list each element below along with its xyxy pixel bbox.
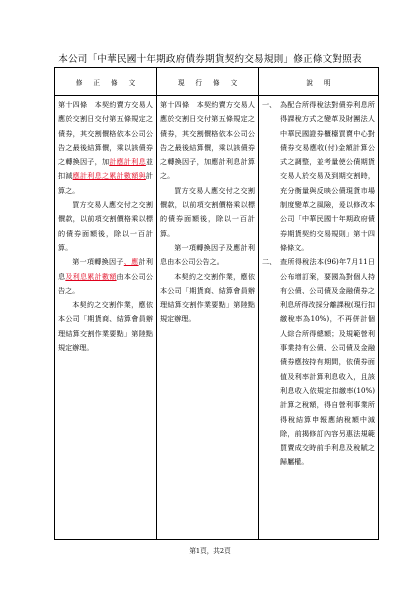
- revised-paragraph-4: 本契約之交割作業，應依本公司「期貨商、結算會員辦理結算交割作業要點」第陸點規定辦理。: [58, 300, 153, 353]
- revised-insertion: 、應: [123, 257, 139, 267]
- revised-insertion: 計應計利息: [109, 157, 146, 167]
- current-paragraph-1: 第十四條 本契約賣方交易人應於交割日交付第五條規定之債券，其交割價格依本公司公告之最後結算價，乘以該債券之轉換因子，加應計利息計算之。: [160, 100, 255, 181]
- current-paragraph-4: 本契約之交割作業，應依本公司「期貨商、結算會員辦理結算交割作業要點」第陸點規定辦理。: [160, 271, 255, 324]
- page-title: 本公司「中華民國十年期政府債券期貨契約交易規則」修正條文對照表: [58, 54, 362, 65]
- explanation-cell: [259, 96, 379, 540]
- revised-paragraph-3: 第一項轉換因子、應計利息及利息累計數額由本公司公告之。: [58, 257, 154, 295]
- explanation-item-2: [262, 255, 375, 469]
- item-number: 一、: [262, 100, 277, 109]
- header-explanation: 說明: [259, 68, 379, 96]
- current-cell: [157, 96, 259, 540]
- comparison-table: [54, 67, 379, 540]
- revised-insertion: 及利息累計數額: [65, 271, 117, 281]
- current-paragraph-2: 買方交易人應交付之交割價款，以前項交割價格乘以標的債券面額後，除以一百計算。: [160, 185, 255, 238]
- page-footer: 第1頁，共2頁: [189, 547, 231, 555]
- header-current: 現行條文: [157, 68, 259, 96]
- revised-cell: [55, 96, 157, 540]
- revised-insertion: 應計利息之累計數額與: [72, 171, 146, 181]
- header-revised: 修正條文: [55, 68, 157, 96]
- revised-paragraph-1: 第十四條 本契約賣方交易人應於交割日交付第五條規定之債券，其交割價格依本公司公告之最後結算價，乘以該債券之轉換因子，加計應計利息並扣減應計利息之累計數額與計算之。: [58, 100, 154, 195]
- table-header-row: [55, 68, 379, 96]
- item-number: 二、: [262, 257, 277, 267]
- item-text: 查所得稅法本(96)年7月11日公布增訂案，要國為對個人持有公債、公司債及金融債券之利息所得改採分離課稅(現行扣繳稅率為10%)，不再併計個人綜合所得總額；及規範營利事業持有公債、公司債及金融債券應按持有期間，依債券面值及利率計算利息收入，且該利息收入依規定扣繳率(10%)計算之稅額，得自營利事業所得稅結算申報應納稅額中減除，前揭修訂內容另惠法規範買賣成交時前手利息及稅賦之歸屬權。: [280, 257, 375, 467]
- item-text: 為配合所得稅法對債券利息所得課稅方式之變革及財團法人中華民國證券櫃檯買賣中心對債券交易應收(付)金額計算公式之調整，並考量使公債期貨交易人於交易及到期交割時，充分衡量與反映公債現貨市場制度變革之風險，爰以修改本公司「中華民國十年期政府債券期貨契約交易規則」第十四條條文。: [280, 100, 375, 252]
- revised-paragraph-2: 買方交易人應交付之交割價款，以前項交割價格乘以標的債券面額後，除以一百計算。: [58, 200, 153, 252]
- explanation-item-1: [262, 98, 375, 255]
- current-paragraph-3: 第一項轉換因子及應計利息由本公司公告之。: [160, 242, 255, 267]
- table-row: [55, 96, 379, 540]
